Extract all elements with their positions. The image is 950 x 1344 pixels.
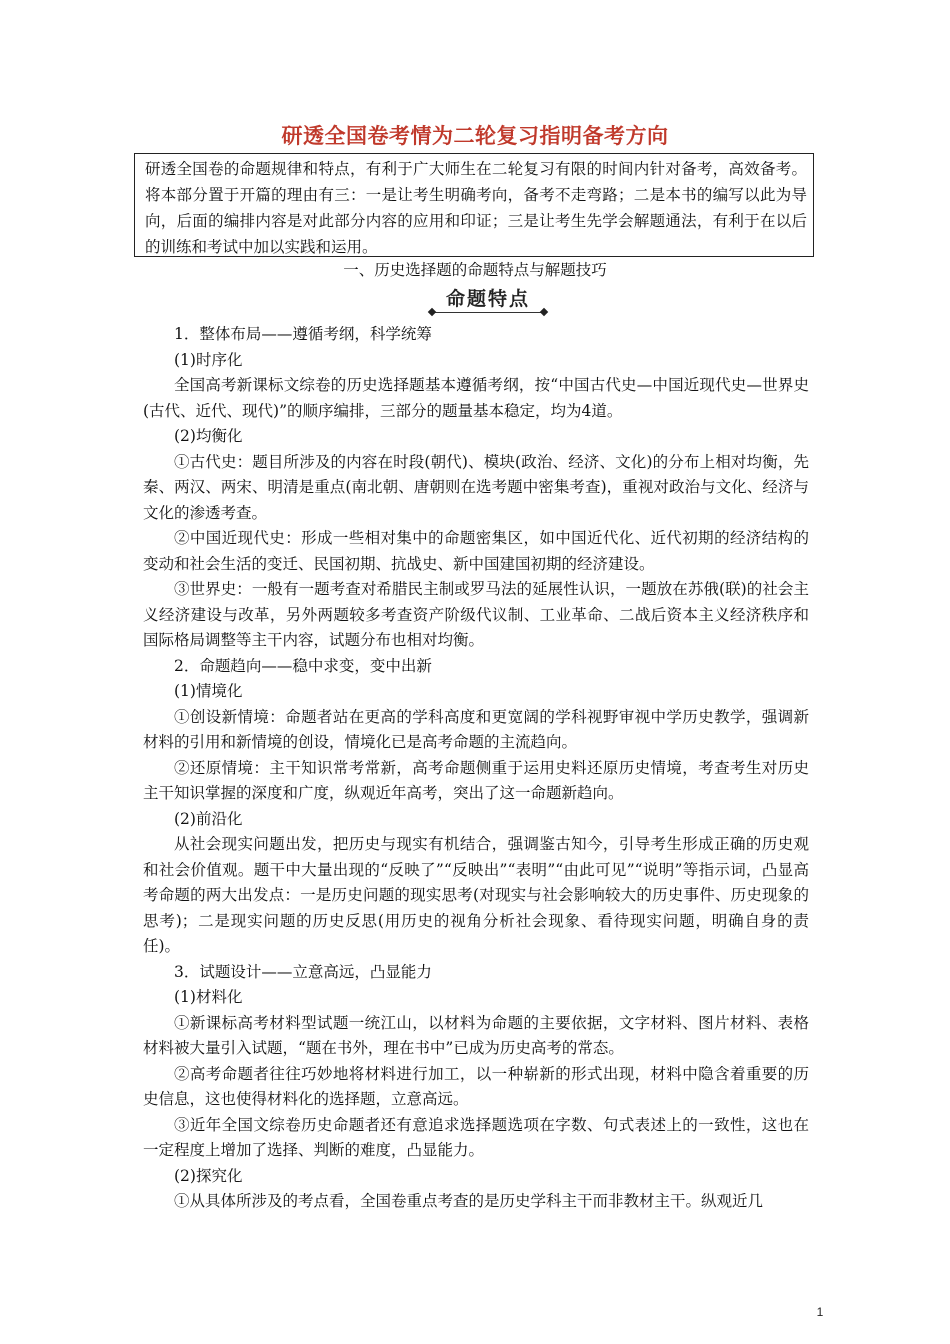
section-heading: 一、历史选择题的命题特点与解题技巧	[343, 261, 607, 279]
page-title: 研透全国卷考情为二轮复习指明备考方向	[281, 124, 669, 148]
subheading: (1)情境化	[174, 682, 243, 700]
badge-label: 命题特点	[445, 288, 530, 310]
intro-box: 研透全国卷的命题规律和特点，有利于广大师生在二轮复习有限的时间内针对备考，高效备考。将本部分置于开篇的理由有三：一是让考生明确考向，备考不走弯路；二是本书的编写以此为导向，后面的编排内容是对此部分内容的应用和印证；三是让考生先学会解题通法，有利于在以后的训练和考试中加以实践和运用。	[134, 153, 814, 257]
subheading: (2)前沿化	[174, 809, 243, 828]
section-badge	[425, 286, 551, 314]
paragraph: ①新课标高考材料型试题一统江山，以材料为命题的主要依据，文字材料、图片材料、表格材料被大量引入试题，“题在书外，理在书中”已成为历史高考的常态。	[143, 1013, 809, 1057]
paragraph: ①古代史：题目所涉及的内容在时段(朝代)、模块(政治、经济、文化)的分布上相对均衡，先秦、两汉、两宋、明清是重点(南北朝、唐朝则在选考题中密集考查)，重视对政治与文化、经济与文化的渗透考查。	[143, 452, 809, 522]
body-content	[143, 322, 809, 1215]
subheading: (1)材料化	[174, 988, 243, 1006]
heading-1: 1．整体布局——遵循考纲，科学统筹	[174, 325, 432, 343]
subheading: (2)探究化	[174, 1166, 243, 1185]
badge-underline	[435, 312, 541, 313]
paragraph: ①从具体所涉及的考点看，全国卷重点考查的是历史学科主干而非教材主干。纵观近几	[174, 1192, 764, 1210]
subheading: (2)均衡化	[174, 427, 243, 445]
paragraph: ②还原情境：主干知识常考常新，高考命题侧重于运用史料还原历史情境，考查考生对历史主干知识掌握的深度和广度，纵观近年高考，突出了这一命题新趋向。	[143, 758, 809, 802]
paragraph: ②高考命题者往往巧妙地将材料进行加工，以一种崭新的形式出现，材料中隐含着重要的历史信息，这也使得材料化的选择题，立意高远。	[143, 1064, 809, 1108]
paragraph: ③世界史：一般有一题考查对希腊民主制或罗马法的延展性认识，一题放在苏俄(联)的社会主义经济建设与改革，另外两题较多考查资产阶级代议制、工业革命、二战后资本主义经济秩序和国际格局调整等主干内容，试题分布也相对均衡。	[143, 580, 809, 649]
paragraph: ②中国近现代史：形成一些相对集中的命题密集区，如中国近代化、近代初期的经济结构的变动和社会生活的变迁、民国初期、抗战史、新中国建国初期的经济建设。	[143, 529, 809, 573]
paragraph: 从社会现实问题出发，把历史与现实有机结合，强调鉴古知今，引导考生形成正确的历史观和社会价值观。题干中大量出现的“反映了”“反映出”“表明”“由此可见”“说明”等指示词，凸显高考命题的两大出发点：一是历史问题的现实思考(对现实与社会影响较大的历史事件、历史现象的思考)；二是现实问题的历史反思(用历史的视角分析社会现象、看待现实问题，明确自身的责任)。	[143, 835, 809, 955]
paragraph: ③近年全国文综卷历史命题者还有意追求选择题选项在字数、句式表述上的一致性，这也在一定程度上增加了选择、判断的难度，凸显能力。	[143, 1115, 809, 1159]
paragraph: ①创设新情境：命题者站在更高的学科高度和更宽阔的学科视野审视中学历史教学，强调新材料的引用和新情境的创设，情境化已是高考命题的主流趋向。	[143, 707, 809, 751]
heading-3: 3．试题设计——立意高远，凸显能力	[174, 962, 432, 981]
paragraph: 全国高考新课标文综卷的历史选择题基本遵循考纲，按“中国古代史—中国近现代史—世界史(古代、近代、现代)”的顺序编排，三部分的题量基本稳定，均为4道。	[143, 376, 809, 420]
subheading: (1)时序化	[174, 350, 243, 369]
page-number: 1	[816, 1305, 824, 1319]
heading-2: 2．命题趋向——稳中求变，变中出新	[174, 656, 432, 675]
